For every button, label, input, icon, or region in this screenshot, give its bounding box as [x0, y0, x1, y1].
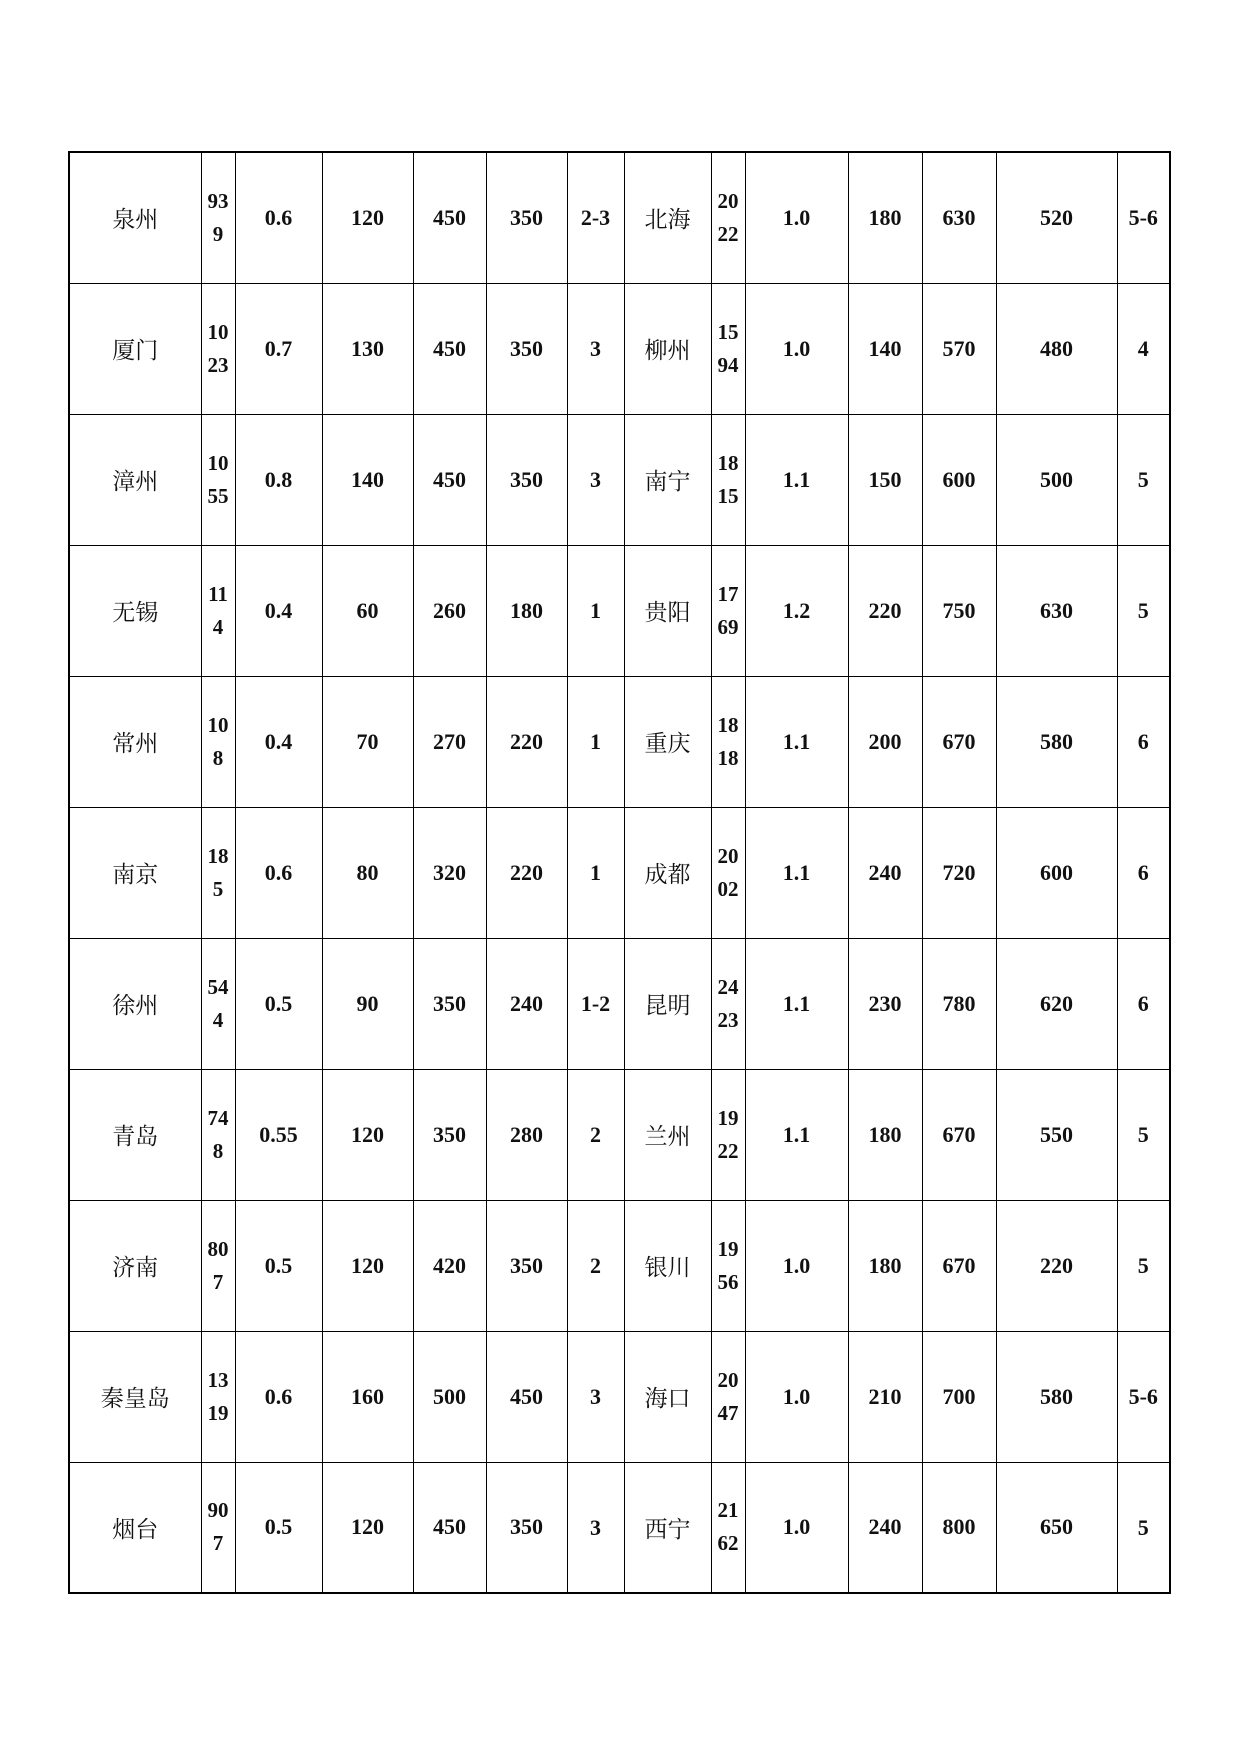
right-city-cell: 昆明	[624, 938, 711, 1069]
right-grade-cell: 5	[1117, 1200, 1170, 1331]
left-value-cell: 350	[486, 152, 567, 283]
table-row	[69, 414, 1170, 545]
left-grade-cell: 1	[567, 545, 624, 676]
right-code-cell: 1769	[711, 545, 745, 676]
right-grade-cell: 5	[1117, 1069, 1170, 1200]
left-value-cell: 0.4	[235, 545, 322, 676]
left-city-cell: 青岛	[69, 1069, 201, 1200]
right-city-cell: 南宁	[624, 414, 711, 545]
left-value-cell: 320	[413, 807, 486, 938]
left-value-cell: 0.8	[235, 414, 322, 545]
right-value-cell: 780	[922, 938, 996, 1069]
right-value-cell: 480	[996, 283, 1117, 414]
left-city-cell: 常州	[69, 676, 201, 807]
right-grade-cell: 6	[1117, 807, 1170, 938]
right-value-cell: 180	[848, 1069, 922, 1200]
table-row	[69, 1462, 1170, 1593]
right-grade-cell: 5-6	[1117, 1331, 1170, 1462]
left-value-cell: 0.6	[235, 152, 322, 283]
left-grade-cell: 3	[567, 1331, 624, 1462]
table-body	[69, 152, 1170, 1593]
right-value-cell: 210	[848, 1331, 922, 1462]
right-city-cell: 重庆	[624, 676, 711, 807]
right-grade-cell: 5	[1117, 545, 1170, 676]
right-code-cell: 2022	[711, 152, 745, 283]
table-row	[69, 152, 1170, 283]
left-value-cell: 120	[322, 1200, 413, 1331]
right-value-cell: 600	[922, 414, 996, 545]
left-city-cell: 无锡	[69, 545, 201, 676]
left-grade-cell: 3	[567, 414, 624, 545]
table-row	[69, 283, 1170, 414]
left-grade-cell: 2	[567, 1200, 624, 1331]
left-city-cell: 厦门	[69, 283, 201, 414]
right-value-cell: 1.1	[745, 938, 848, 1069]
right-city-cell: 柳州	[624, 283, 711, 414]
right-city-cell: 西宁	[624, 1462, 711, 1593]
left-value-cell: 450	[413, 1462, 486, 1593]
left-value-cell: 120	[322, 152, 413, 283]
left-city-cell: 泉州	[69, 152, 201, 283]
left-city-cell: 徐州	[69, 938, 201, 1069]
left-code-cell: 108	[201, 676, 235, 807]
right-grade-cell: 5	[1117, 414, 1170, 545]
right-value-cell: 150	[848, 414, 922, 545]
right-code-cell: 2047	[711, 1331, 745, 1462]
left-value-cell: 130	[322, 283, 413, 414]
right-value-cell: 720	[922, 807, 996, 938]
left-value-cell: 450	[413, 152, 486, 283]
right-value-cell: 670	[922, 1200, 996, 1331]
left-value-cell: 220	[486, 676, 567, 807]
right-value-cell: 1.2	[745, 545, 848, 676]
left-value-cell: 260	[413, 545, 486, 676]
right-grade-cell: 6	[1117, 938, 1170, 1069]
right-code-cell: 2002	[711, 807, 745, 938]
right-grade-cell: 4	[1117, 283, 1170, 414]
right-value-cell: 1.0	[745, 1462, 848, 1593]
right-value-cell: 200	[848, 676, 922, 807]
right-value-cell: 180	[848, 1200, 922, 1331]
right-value-cell: 700	[922, 1331, 996, 1462]
left-value-cell: 500	[413, 1331, 486, 1462]
left-value-cell: 0.5	[235, 938, 322, 1069]
data-table	[68, 151, 1171, 1594]
right-value-cell: 140	[848, 283, 922, 414]
table-row	[69, 1069, 1170, 1200]
left-value-cell: 350	[486, 1462, 567, 1593]
table-row	[69, 545, 1170, 676]
right-value-cell: 1.1	[745, 1069, 848, 1200]
left-value-cell: 120	[322, 1462, 413, 1593]
left-value-cell: 350	[486, 414, 567, 545]
right-value-cell: 1.0	[745, 1331, 848, 1462]
right-city-cell: 海口	[624, 1331, 711, 1462]
left-value-cell: 60	[322, 545, 413, 676]
left-value-cell: 0.6	[235, 1331, 322, 1462]
right-city-cell: 兰州	[624, 1069, 711, 1200]
left-value-cell: 450	[413, 283, 486, 414]
left-city-cell: 秦皇岛	[69, 1331, 201, 1462]
left-value-cell: 350	[413, 938, 486, 1069]
right-value-cell: 580	[996, 676, 1117, 807]
table-row	[69, 807, 1170, 938]
right-value-cell: 1.0	[745, 283, 848, 414]
left-code-cell: 114	[201, 545, 235, 676]
left-value-cell: 160	[322, 1331, 413, 1462]
left-value-cell: 180	[486, 545, 567, 676]
left-value-cell: 140	[322, 414, 413, 545]
right-value-cell: 500	[996, 414, 1117, 545]
right-value-cell: 220	[848, 545, 922, 676]
left-value-cell: 70	[322, 676, 413, 807]
right-value-cell: 550	[996, 1069, 1117, 1200]
right-value-cell: 1.0	[745, 1200, 848, 1331]
left-value-cell: 0.6	[235, 807, 322, 938]
left-value-cell: 0.4	[235, 676, 322, 807]
right-value-cell: 240	[848, 807, 922, 938]
table-row	[69, 1200, 1170, 1331]
left-value-cell: 220	[486, 807, 567, 938]
table-row	[69, 676, 1170, 807]
left-value-cell: 350	[413, 1069, 486, 1200]
left-code-cell: 748	[201, 1069, 235, 1200]
right-code-cell: 1922	[711, 1069, 745, 1200]
right-value-cell: 1.1	[745, 676, 848, 807]
right-code-cell: 1818	[711, 676, 745, 807]
table-row	[69, 1331, 1170, 1462]
right-value-cell: 630	[922, 152, 996, 283]
right-value-cell: 630	[996, 545, 1117, 676]
right-code-cell: 1594	[711, 283, 745, 414]
right-grade-cell: 5	[1117, 1462, 1170, 1593]
left-value-cell: 280	[486, 1069, 567, 1200]
left-value-cell: 240	[486, 938, 567, 1069]
left-value-cell: 350	[486, 1200, 567, 1331]
left-value-cell: 420	[413, 1200, 486, 1331]
left-grade-cell: 2	[567, 1069, 624, 1200]
left-code-cell: 1319	[201, 1331, 235, 1462]
right-code-cell: 2423	[711, 938, 745, 1069]
left-grade-cell: 1	[567, 807, 624, 938]
right-city-cell: 银川	[624, 1200, 711, 1331]
left-value-cell: 450	[486, 1331, 567, 1462]
left-value-cell: 450	[413, 414, 486, 545]
right-value-cell: 240	[848, 1462, 922, 1593]
left-value-cell: 0.55	[235, 1069, 322, 1200]
right-value-cell: 620	[996, 938, 1117, 1069]
right-value-cell: 230	[848, 938, 922, 1069]
right-code-cell: 1956	[711, 1200, 745, 1331]
right-city-cell: 成都	[624, 807, 711, 938]
right-value-cell: 670	[922, 676, 996, 807]
right-value-cell: 600	[996, 807, 1117, 938]
left-grade-cell: 1	[567, 676, 624, 807]
left-value-cell: 0.5	[235, 1462, 322, 1593]
left-code-cell: 185	[201, 807, 235, 938]
right-value-cell: 180	[848, 152, 922, 283]
right-value-cell: 1.1	[745, 807, 848, 938]
left-value-cell: 0.7	[235, 283, 322, 414]
left-code-cell: 939	[201, 152, 235, 283]
right-grade-cell: 6	[1117, 676, 1170, 807]
left-grade-cell: 3	[567, 283, 624, 414]
left-city-cell: 济南	[69, 1200, 201, 1331]
right-value-cell: 520	[996, 152, 1117, 283]
left-value-cell: 80	[322, 807, 413, 938]
right-value-cell: 570	[922, 283, 996, 414]
right-value-cell: 650	[996, 1462, 1117, 1593]
right-code-cell: 1815	[711, 414, 745, 545]
left-grade-cell: 2-3	[567, 152, 624, 283]
right-city-cell: 北海	[624, 152, 711, 283]
left-grade-cell: 3	[567, 1462, 624, 1593]
left-city-cell: 南京	[69, 807, 201, 938]
right-value-cell: 220	[996, 1200, 1117, 1331]
left-code-cell: 1055	[201, 414, 235, 545]
left-city-cell: 烟台	[69, 1462, 201, 1593]
left-value-cell: 90	[322, 938, 413, 1069]
left-city-cell: 漳州	[69, 414, 201, 545]
left-grade-cell: 1-2	[567, 938, 624, 1069]
left-value-cell: 270	[413, 676, 486, 807]
right-code-cell: 2162	[711, 1462, 745, 1593]
left-code-cell: 807	[201, 1200, 235, 1331]
left-value-cell: 120	[322, 1069, 413, 1200]
right-value-cell: 800	[922, 1462, 996, 1593]
right-city-cell: 贵阳	[624, 545, 711, 676]
right-value-cell: 580	[996, 1331, 1117, 1462]
right-value-cell: 750	[922, 545, 996, 676]
right-value-cell: 1.0	[745, 152, 848, 283]
left-code-cell: 544	[201, 938, 235, 1069]
left-value-cell: 0.5	[235, 1200, 322, 1331]
right-value-cell: 670	[922, 1069, 996, 1200]
table-row	[69, 938, 1170, 1069]
left-code-cell: 1023	[201, 283, 235, 414]
right-grade-cell: 5-6	[1117, 152, 1170, 283]
left-value-cell: 350	[486, 283, 567, 414]
right-value-cell: 1.1	[745, 414, 848, 545]
left-code-cell: 907	[201, 1462, 235, 1593]
